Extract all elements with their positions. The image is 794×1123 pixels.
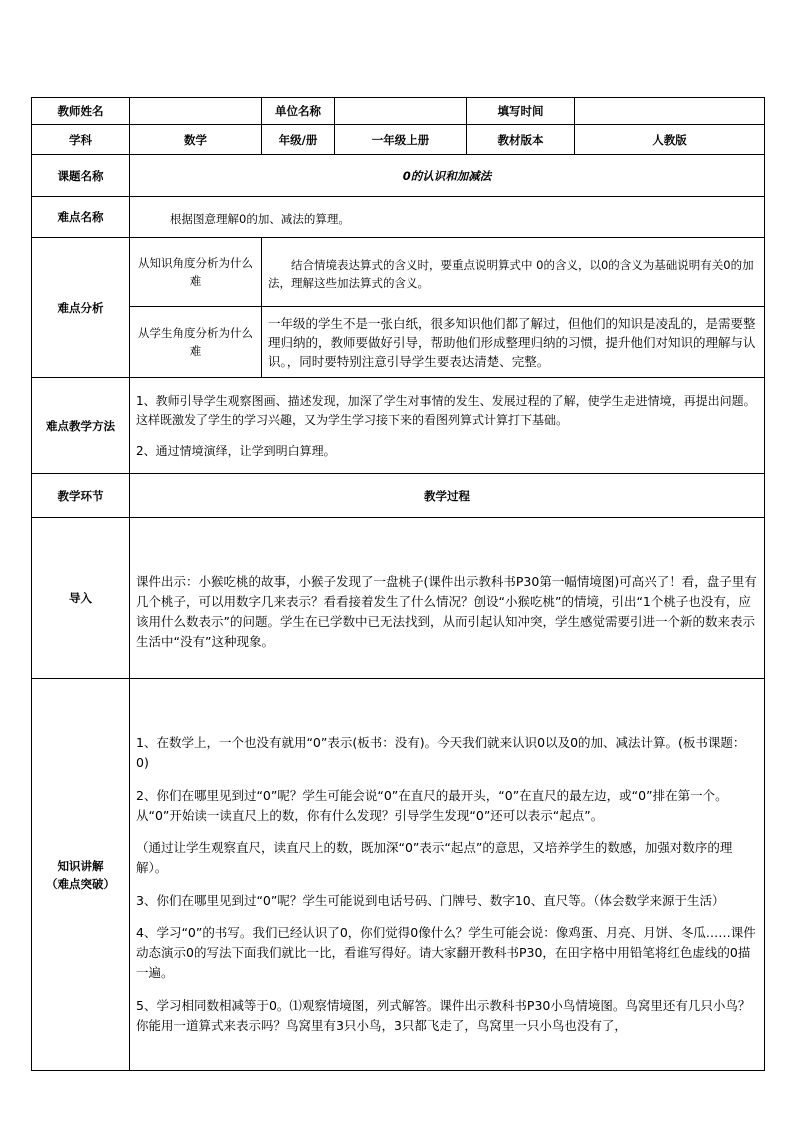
- subject-row: [32, 125, 765, 155]
- intro-label: 导入: [32, 518, 130, 679]
- process-header-row: [32, 474, 765, 518]
- knowledge-paragraph-1: 1、在数学上，一个也没有就用“0”表示(板书：没有)。今天我们就来认识0以及0的加、减法计算。(板书课题：0): [136, 735, 746, 771]
- student-angle-label: 从学生角度分析为什么难: [130, 307, 262, 378]
- method-line-2: 2、通过情境演绎，让学到明白算理。: [136, 444, 336, 458]
- lesson-title-row: [32, 155, 765, 197]
- difficulty-value: 根据图意理解0的加、减法的算理。: [130, 197, 765, 238]
- method-label: 难点教学方法: [32, 378, 130, 474]
- student-angle-text: 一年级的学生不是一张白纸，很多知识他们都了解过，但他们的知识是凌乱的，是需要整理归纳的，教师要做好引导，帮助他们形成整理归纳的习惯，提升他们对知识的理解与认识。，同时要特别注意引导学生要表达清楚、完整。: [262, 307, 765, 378]
- knowledge-paragraph-3: （通过让学生观察直尺，读直尺上的数，既加深“0”表示“起点”的意思，又培养学生的数感，加强对数序的理解）。: [136, 840, 733, 876]
- method-row: [32, 378, 765, 474]
- subject-label: 学科: [32, 125, 130, 155]
- analysis-label: 难点分析: [32, 238, 130, 378]
- method-line-1: 1、教师引导学生观察图画、描述发现，加深了学生对事情的发生、发展过程的了解，使学生走进情境，再提出问题。这样既激发了学生的学习兴趣，又为学生学习接下来的看图列算式计算打下基础。: [136, 394, 756, 427]
- intro-text: 课件出示：小猴吃桃的故事，小猴子发现了一盘桃子(课件出示教科书P30第一幅情境图)可高兴了！看，盘子里有几个桃子，可以用数字几来表示？看看接着发生了什么情况？创设“小猴吃桃”的情境，引出“1个桃子也没有，应该用什么数表示”的问题。学生在已学数中已无法找到，从而引起认知冲突，学生感觉需要引进一个新的数来表示生活中“没有”这种现象。: [130, 518, 765, 679]
- intro-row: [32, 518, 765, 679]
- teacher-name-label: 教师姓名: [32, 98, 130, 125]
- fill-time-label: 填写时间: [467, 98, 575, 125]
- knowledge-label-line-2: （难点突破）: [46, 876, 115, 891]
- edition-label: 教材版本: [467, 125, 575, 155]
- knowledge-paragraph-4: 3、你们在哪里见到过“0”呢？学生可能说到电话号码、门牌号、数字10、直尺等。（体会数学来源于生活）: [136, 892, 725, 908]
- unit-name-label: 单位名称: [262, 98, 335, 125]
- knowledge-angle-text: [262, 238, 765, 307]
- knowledge-label: [32, 679, 130, 1071]
- knowledge-paragraph-5: 4、学习“0”的书写。我们已经认识了0，你们觉得0像什么？学生可能会说：像鸡蛋、月亮、月饼、冬瓜……课件动态演示0的写法下面我们就比一比，看谁写得好。请大家翻开教科书P30，在田字格中用铅笔将红色虚线的0描一遍。: [136, 925, 756, 981]
- knowledge-text: [130, 679, 765, 1071]
- edition-value: 人教版: [575, 125, 765, 155]
- lesson-plan-table: [31, 97, 765, 1071]
- analysis-student-row: [32, 307, 765, 378]
- knowledge-paragraph-6: 5、学习相同数相减等于0。⑴观察情境图，列式解答。课件出示教科书P30小鸟情境图。鸟窝里还有几只小鸟？你能用一道算式来表示吗？鸟窝里有3只小鸟，3只都飞走了，鸟窝里一只小鸟也没有了，: [136, 997, 751, 1033]
- teacher-name-value: [130, 98, 262, 125]
- unit-name-value: [335, 98, 467, 125]
- grade-label: 年级/册: [262, 125, 335, 155]
- lesson-title-value: 0的认识和加减法: [130, 155, 765, 197]
- difficulty-label: 难点名称: [32, 197, 130, 238]
- stage-header: 教学环节: [32, 474, 130, 518]
- knowledge-paragraph-2: 2、你们在哪里见到过“0”呢？学生可能会说“0”在直尺的最开头，“0”在直尺的最左边，或“0”排在第一个。从“0”开始读一读直尺上的数，你有什么发现？引导学生发现“0”还可以表示“起点”。: [136, 787, 728, 823]
- lesson-title-label: 课题名称: [32, 155, 130, 197]
- knowledge-label-line-1: 知识讲解: [57, 858, 104, 873]
- analysis-knowledge-row: [32, 238, 765, 307]
- process-header: 教学过程: [130, 474, 765, 518]
- header-row: [32, 98, 765, 125]
- subject-value: 数学: [130, 125, 262, 155]
- grade-value: 一年级上册: [335, 125, 467, 155]
- difficulty-row: [32, 197, 765, 238]
- method-text: [130, 378, 765, 474]
- knowledge-angle-label: 从知识角度分析为什么难: [130, 238, 262, 307]
- knowledge-row: [32, 679, 765, 1071]
- knowledge-angle-paragraph: 结合情境表达算式的含义时，要重点说明算式中 0的含义，以0的含义为基础说明有关0的加法，理解这些加法算式的含义。: [268, 258, 754, 290]
- fill-time-value: [575, 98, 765, 125]
